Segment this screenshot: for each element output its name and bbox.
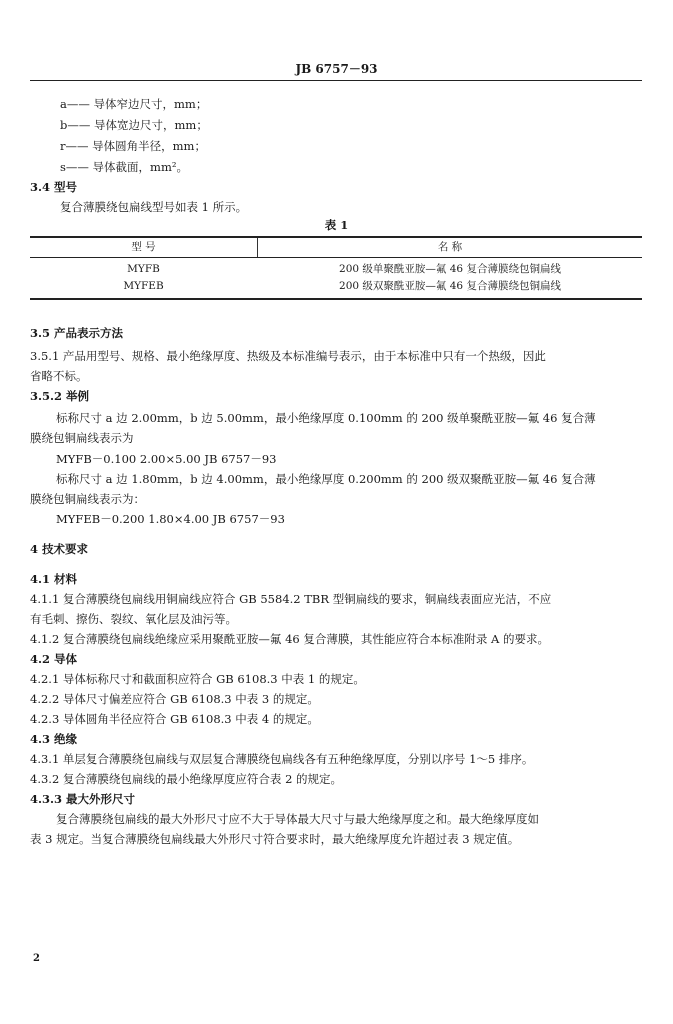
section-4-3-3-line2: 表 3 规定。当复合薄膜绕包扁线最大外形尺寸符合要求时，最大绝缘厚度允许超过表 3 规定值。 [30,832,520,846]
table-header-rule [30,257,642,258]
section-4-1-1-line1: 4.1.1 复合薄膜绕包扁线用铜扁线应符合 GB 5584.2 TBR 型铜扁线的要求，铜扁线表面应光洁，不应 [30,592,552,606]
section-4-heading: 4 技术要求 [30,542,89,556]
table-row-2-model: MYFEB [123,280,164,292]
section-3-5-2-heading: 3.5.2 举例 [30,389,90,403]
section-4-3-1: 4.3.1 单层复合薄膜绕包扁线与双层复合薄膜绕包扁线各有五种绝缘厚度，分别以序号 1～5 排序。 [30,752,534,766]
section-4-1-2: 4.1.2 复合薄膜绕包扁线绝缘应采用聚酰亚胺—氟 46 复合薄膜，其性能应符合本标准附录 A 的要求。 [30,632,549,646]
table-row-1-name: 200 级单聚酰亚胺—氟 46 复合薄膜绕包铜扁线 [339,263,561,275]
example-2-code: MYFEB－0.200 1.80×4.00 JB 6757－93 [56,512,285,526]
table-row-1-model: MYFB [127,263,160,275]
section-3-5-1-line2: 省略不标。 [30,369,88,383]
symbol-def-a: a—— 导体窄边尺寸，mm； [60,97,208,111]
table-bottom-rule [30,298,642,300]
table-header-model: 型 号 [131,241,156,253]
table-row-2-name: 200 级双聚酰亚胺—氟 46 复合薄膜绕包铜扁线 [339,280,561,292]
section-4-2-1: 4.2.1 导体标称尺寸和截面积应符合 GB 6108.3 中表 1 的规定。 [30,672,365,686]
section-4-2-3: 4.2.3 导体圆角半径应符合 GB 6108.3 中表 4 的规定。 [30,712,319,726]
section-3-5-1-line1: 3.5.1 产品用型号、规格、最小绝缘厚度、热级及本标准编号表示，由于本标准中只有一个热级，因此 [30,349,546,363]
section-4-1-1-line2: 有毛刺、擦伤、裂纹、氧化层及油污等。 [30,612,237,626]
section-3-4-text: 复合薄膜绕包扁线型号如表 1 所示。 [60,200,248,214]
page-number: 2 [33,953,40,964]
section-4-3-3-heading: 4.3.3 最大外形尺寸 [30,792,136,806]
example-1-code: MYFB－0.100 2.00×5.00 JB 6757－93 [56,452,277,466]
section-4-3-2: 4.3.2 复合薄膜绕包扁线的最小绝缘厚度应符合表 2 的规定。 [30,772,343,786]
section-4-1-heading: 4.1 材料 [30,572,78,586]
symbol-def-b: b—— 导体宽边尺寸，mm； [60,118,208,132]
header-rule [30,80,642,81]
section-3-5-heading: 3.5 产品表示方法 [30,326,124,340]
example-2-line2: 膜绕包铜扁线表示为： [30,492,145,506]
example-1-line1: 标称尺寸 a 边 2.00mm，b 边 5.00mm，最小绝缘厚度 0.100mm 的 200 级单聚酰亚胺—氟 46 复合薄 [56,411,596,425]
table-top-rule [30,236,642,238]
example-2-line1: 标称尺寸 a 边 1.80mm，b 边 4.00mm，最小绝缘厚度 0.200mm 的 200 级双聚酰亚胺—氟 46 复合薄 [56,472,596,486]
table-header-name: 名 称 [437,241,463,253]
table-1-title: 表 1 [324,218,349,232]
section-3-4-heading: 3.4 型号 [30,180,78,194]
section-4-2-2: 4.2.2 导体尺寸偏差应符合 GB 6108.3 中表 3 的规定。 [30,692,319,706]
symbol-def-r: r—— 导体圆角半径，mm； [60,139,206,153]
section-4-3-3-line1: 复合薄膜绕包扁线的最大外形尺寸应不大于导体最大尺寸与最大绝缘厚度之和。最大绝缘厚度如 [56,812,539,826]
example-1-line2: 膜绕包铜扁线表示为 [30,431,134,445]
symbol-def-s: s—— 导体截面，mm²。 [60,160,188,174]
section-4-3-heading: 4.3 绝缘 [30,732,78,746]
document-code-header: JB 6757－93 [295,62,378,76]
section-4-2-heading: 4.2 导体 [30,652,78,666]
